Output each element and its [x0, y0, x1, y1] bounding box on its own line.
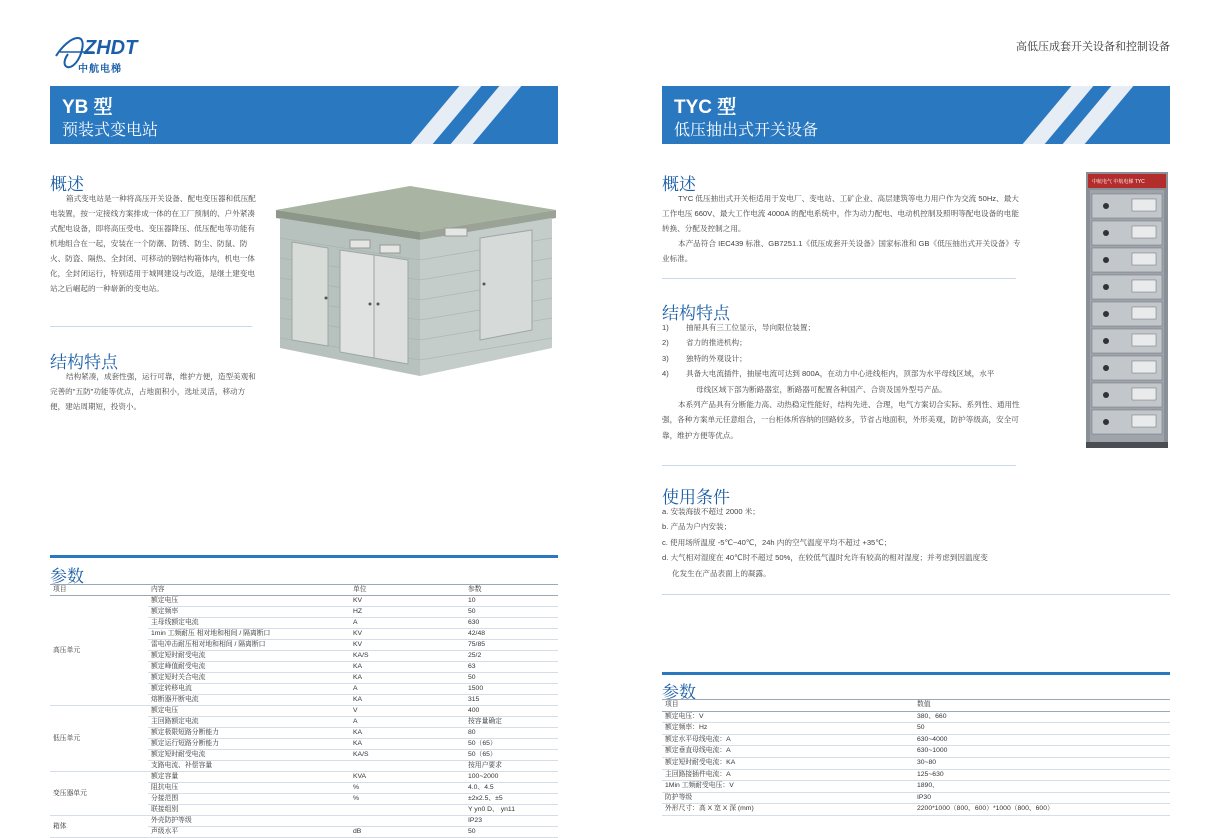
tyc-params-table — [662, 699, 1170, 816]
table-row — [662, 746, 1170, 758]
divider — [662, 278, 1016, 279]
table-cell: 联接组别 — [148, 805, 350, 816]
list-number: 3) — [662, 353, 669, 363]
table-cell — [350, 816, 465, 827]
yb-params-bar — [50, 555, 558, 558]
table-cell: KA — [350, 662, 465, 673]
drawer-panel — [1132, 334, 1156, 346]
table-cell: 额定极限短路分断能力 — [148, 728, 350, 739]
tyc-params-title: 参数 — [662, 683, 696, 702]
table-cell: A — [350, 684, 465, 695]
drawer-panel — [1132, 388, 1156, 400]
table-cell: dB — [350, 827, 465, 838]
table-cell: 63 — [465, 662, 558, 673]
drawer-handle — [1103, 365, 1109, 371]
table-cell: 50 — [914, 723, 1170, 735]
table-header-row — [662, 700, 1170, 712]
table-cell: 额定短时关合电流 — [148, 673, 350, 684]
table-cell: 额定垂直母线电流：A — [662, 746, 914, 758]
table-cell: 315 — [465, 695, 558, 706]
yb-overview-title: 概述 — [50, 175, 84, 194]
drawer-panel — [1132, 199, 1156, 211]
yb-structure-title: 结构特点 — [50, 353, 118, 372]
table-cell: 75/85 — [465, 640, 558, 651]
table-row — [50, 816, 558, 827]
drawer-handle — [1103, 284, 1109, 290]
table-cell: 30~80 — [914, 757, 1170, 769]
tyc-structure-title: 结构特点 — [662, 304, 730, 323]
table-cell: 额定短时耐受电流 — [148, 750, 350, 761]
table-cell: 4.0、4.5 — [465, 783, 558, 794]
table-cell: 外形尺寸：高 X 宽 X 深 (mm) — [662, 804, 914, 816]
yb-overview-text — [50, 191, 256, 296]
table-cell: % — [350, 783, 465, 794]
table-cell: KA — [350, 739, 465, 750]
table-cell: 分接范围 — [148, 794, 350, 805]
table-cell: HZ — [350, 607, 465, 618]
drawer-handle — [1103, 257, 1109, 263]
table-row — [662, 711, 1170, 723]
table-cell: 25/2 — [465, 651, 558, 662]
table-cell: 熔断器开断电流 — [148, 695, 350, 706]
list-number: 1) — [662, 323, 669, 332]
drawer-handle — [1103, 419, 1109, 425]
yb-params-table — [50, 584, 558, 838]
table-cell: 额定容量 — [148, 772, 350, 783]
tyc-structure-list — [662, 320, 1022, 443]
list-item — [662, 351, 1022, 366]
yb-params-title: 参数 — [50, 567, 84, 586]
drawer-panel — [1132, 280, 1156, 292]
table-row — [662, 734, 1170, 746]
table-cell: 额定频率 — [148, 607, 350, 618]
table-row — [50, 706, 558, 717]
cabinet-label: 中航电气 中航电梯 TYC — [1092, 179, 1145, 185]
table-cell: 630 — [465, 618, 558, 629]
table-cell — [350, 761, 465, 772]
list-continuation: 母线区域下部为断路器室，断路器可配置各种国产、合资及国外型号产品。 — [696, 384, 947, 394]
header-cell: 项目 — [662, 700, 914, 712]
drawer-panel — [1132, 361, 1156, 373]
table-cell: 50 — [465, 673, 558, 684]
tyc-conditions-list — [662, 504, 1032, 581]
table-cell — [350, 805, 465, 816]
table-cell: 额定运行短路分断能力 — [148, 739, 350, 750]
table-cell: 主回路接插件电流：A — [662, 769, 914, 781]
drawer-panel — [1132, 307, 1156, 319]
table-cell: KA — [350, 728, 465, 739]
table-cell: 10 — [465, 596, 558, 607]
drawer-handle — [1103, 311, 1109, 317]
table-cell: KV — [350, 640, 465, 651]
category-cell: 变压器单元 — [50, 772, 148, 816]
table-cell: 50 — [465, 607, 558, 618]
table-cell: 阻抗电压 — [148, 783, 350, 794]
table-cell: 额定水平母线电流：A — [662, 734, 914, 746]
condition-item: a. 安装海拔不超过 2000 米； — [662, 507, 760, 516]
condition-item: d. 大气相对湿度在 40℃时不超过 50%，在较低气温时允许有较高的相对湿度；并考虑到因温度变 — [662, 553, 988, 563]
yb-overview-paragraph: 箱式变电站是一种将高压开关设备、配电变压器和低压配电装置，按一定接线方案排成一体的在工厂预制的、户外紧凑式配电设备，即将高压受电、变压器降压、低压配电等功能有机地组合在一起，安装在一个防潮、防锈、防尘、防鼠、防火、防盗、隔热、全封闭、可移动的钢结构箱体内，机电一体化，全封闭运行，特别适用于城网建设与改造，是继土建变电站之后崛起的一种崭新的变电站。 — [50, 194, 256, 293]
list-number: 4) — [662, 369, 669, 379]
yb-subtitle: 预装式变电站 — [62, 122, 159, 139]
table-cell: 80 — [465, 728, 558, 739]
table-cell: Y yn0 D、 yn11 — [465, 805, 558, 816]
table-cell: 额定电压：V — [662, 711, 914, 723]
table-cell: A — [350, 717, 465, 728]
condition-continuation: 化发生在产品表面上的凝露。 — [672, 568, 771, 578]
svg-text:ZHDT: ZHDT — [84, 37, 138, 59]
tyc-conditions-title: 使用条件 — [662, 488, 730, 507]
category-cell: 低压单元 — [50, 706, 148, 772]
table-cell: 防护等级 — [662, 792, 914, 804]
table-cell: 2200*1000（800、600）*1000（800、600） — [914, 804, 1170, 816]
table-row — [662, 723, 1170, 735]
table-cell: KVA — [350, 772, 465, 783]
table-cell: KA — [350, 673, 465, 684]
drawer-handle — [1103, 230, 1109, 236]
table-cell: 400 — [465, 706, 558, 717]
table-cell: 50 — [465, 827, 558, 838]
table-cell: 额定电压 — [148, 706, 350, 717]
table-cell: 额定短时耐受电流：KA — [662, 757, 914, 769]
brand-name: 中航电梯 — [78, 64, 122, 75]
table-cell: 额定转移电流 — [148, 684, 350, 695]
table-row — [662, 804, 1170, 816]
table-cell: 主回路额定电流 — [148, 717, 350, 728]
cabinet-drawers — [1092, 194, 1162, 434]
table-row — [662, 757, 1170, 769]
table-cell: 1Min 工频耐受电压：V — [662, 781, 914, 793]
table-cell: 380、660 — [914, 711, 1170, 723]
yb-structure-paragraph: 结构紧凑，成套性强，运行可靠，维护方便，造型美观和完善的"五防"功能等优点，占地面积小，选址灵活，移动方便，建站周期短，投资小。 — [50, 372, 256, 411]
tyc-structure-paragraph: 本系列产品具有分断能力高、动热稳定性能好，结构先进、合理，电气方案切合实际、系列性、通用性强，各种方案单元任意组合，一台柜体所容纳的回路较多，节省占地面积，外形美观，防护等级高，安全可靠，维护方便等优点。 — [662, 400, 1020, 440]
divider — [662, 594, 1170, 595]
table-cell: 按用户要求 — [465, 761, 558, 772]
drawer-panel — [1132, 253, 1156, 265]
table-cell: 按容量确定 — [465, 717, 558, 728]
table-row — [50, 772, 558, 783]
drawer-handle — [1103, 203, 1109, 209]
drawer-panel — [1132, 415, 1156, 427]
table-cell: 额定频率：Hz — [662, 723, 914, 735]
table-cell: 100~2000 — [465, 772, 558, 783]
table-cell: 1min 工频耐压 相对地和相间 / 隔离断口 — [148, 629, 350, 640]
header-cell: 数值 — [914, 700, 1170, 712]
table-cell: % — [350, 794, 465, 805]
drawer-panel — [1132, 226, 1156, 238]
table-row — [662, 769, 1170, 781]
list-item — [662, 320, 1022, 335]
table-cell: 额定峰值耐受电流 — [148, 662, 350, 673]
table-cell: 630~1000 — [914, 746, 1170, 758]
divider — [662, 465, 1016, 466]
tyc-overview-title: 概述 — [662, 175, 696, 194]
category-cell: 高压单元 — [50, 596, 148, 706]
category-cell: 箱体 — [50, 816, 148, 838]
tyc-overview-p1: TYC 低压抽出式开关柜适用于发电厂、变电站、工矿企业、高层建筑等电力用户作为交流 50Hz、最大工作电压 660V、最大工作电流 4000A 的配电系统中，作为动力配电、电动机控制及照明等配电设备的电能转换、分配及控制之用。 — [662, 194, 1019, 233]
table-cell: KA/S — [350, 750, 465, 761]
tyc-subtitle: 低压抽出式开关设备 — [674, 122, 819, 139]
list-text: 抽屉具有三工位显示，导向限位装置； — [686, 323, 816, 332]
table-row — [662, 792, 1170, 804]
header-cell: 单位 — [350, 585, 465, 596]
yb-structure-text — [50, 369, 256, 414]
table-header-row — [50, 585, 558, 596]
table-cell: 额定短时耐受电流 — [148, 651, 350, 662]
drawer-handle — [1103, 338, 1109, 344]
list-number: 2) — [662, 338, 669, 348]
table-cell: KV — [350, 596, 465, 607]
table-cell: 支路电流、补偿容量 — [148, 761, 350, 772]
table-cell: IP23 — [465, 816, 558, 827]
table-cell: 雷电冲击耐压相对地和相间 / 隔离断口 — [148, 640, 350, 651]
table-cell: 50（65） — [465, 739, 558, 750]
table-cell: A — [350, 618, 465, 629]
table-row — [50, 596, 558, 607]
table-cell: 1890、 — [914, 781, 1170, 793]
table-cell: KA/S — [350, 651, 465, 662]
page-tagline: 高低压成套开关设备和控制设备 — [1016, 41, 1170, 53]
header-cell: 内容 — [148, 585, 350, 596]
table-cell: 外壳防护等级 — [148, 816, 350, 827]
table-cell: KV — [350, 629, 465, 640]
yb-banner — [50, 86, 558, 144]
drawer-handle — [1103, 392, 1109, 398]
list-text: 省力的推进机构； — [686, 338, 747, 348]
table-cell: 42/48 — [465, 629, 558, 640]
list-text: 具备大电流插件，抽屉电流可达到 800A，在动力中心进线柜内，顶部为水平母线区域，水平 — [686, 369, 995, 379]
table-cell: 声级水平 — [148, 827, 350, 838]
table-cell: IP30 — [914, 792, 1170, 804]
table-cell: KA — [350, 695, 465, 706]
list-item — [662, 335, 1022, 350]
tyc-cabinet-image — [1084, 170, 1170, 450]
table-cell: 125~630 — [914, 769, 1170, 781]
header-cell: 参数 — [465, 585, 558, 596]
tyc-overview-p2: 本产品符合 IEC439 标准、GB7251.1《低压成套开关设备》国家标准和 GB《低压抽出式开关设备》专业标准。 — [662, 239, 1021, 263]
divider — [50, 326, 252, 327]
yb-model: YB 型 — [62, 97, 113, 118]
table-cell: 主母线额定电流 — [148, 618, 350, 629]
list-text: 独特的外观设计； — [686, 353, 747, 363]
tyc-banner — [662, 86, 1170, 144]
tyc-params-bar — [662, 672, 1170, 675]
condition-item: b. 产品为户内安装； — [662, 522, 732, 532]
table-cell: 630~4000 — [914, 734, 1170, 746]
substation-image — [270, 180, 560, 380]
table-cell: 额定电压 — [148, 596, 350, 607]
list-item — [662, 366, 1022, 381]
table-cell: V — [350, 706, 465, 717]
condition-item: c. 使用场所温度 -5℃~40℃，24h 内的空气温度平均不超过 +35℃； — [662, 537, 892, 547]
tyc-model: TYC 型 — [674, 97, 737, 118]
table-row — [662, 781, 1170, 793]
table-cell: ±2x2.5、±5 — [465, 794, 558, 805]
tyc-overview-text — [662, 191, 1022, 266]
table-cell: 1500 — [465, 684, 558, 695]
table-cell: 50（65） — [465, 750, 558, 761]
header-cell: 项目 — [50, 585, 148, 596]
